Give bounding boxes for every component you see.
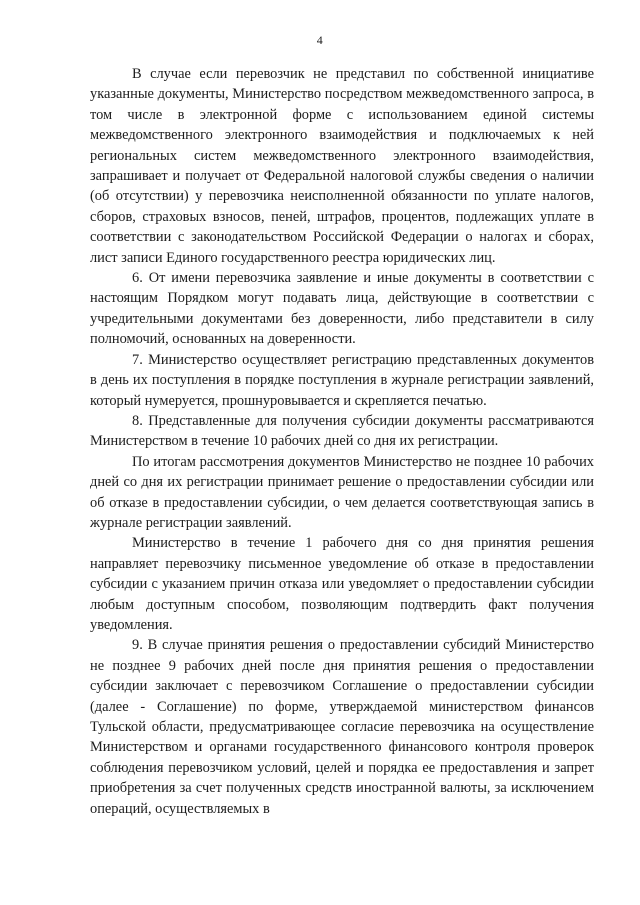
paragraph-notification: Министерство в течение 1 рабочего дня со дня принятия решения направляет перевозчику письменное уведомление об отказе в предоставлении субсидии с указанием причин отказа или уведомляет о предоставлении субсидии любым доступным способом, позволяющим подтвердить факт получения уведомления. bbox=[90, 535, 594, 633]
paragraph-decision: По итогам рассмотрения документов Министерство не позднее 10 рабочих дней со дня их регистрации принимает решение о предоставлении субсидии или об отказе в предоставлении субсидии, о чем делается соответствующая запись в журнале регистрации заявлений. bbox=[90, 453, 594, 531]
page-number: 4 bbox=[316, 33, 324, 47]
paragraph-7-registration: 7. Министерство осуществляет регистрацию представленных документов в день их поступления в порядке поступления в журнале регистрации заявлений, который нумеруется, прошнуровывается и скрепляется печатью. bbox=[90, 351, 594, 409]
paragraph-9-agreement: 9. В случае принятия решения о предоставлении субсидий Министерство не позднее 9 рабочих дней после дня принятия решения о предоставлении субсидии заключает с перевозчиком Соглашение о предоставлении субсидии (далее - Соглашение) по форме, утверждаемой министерством финансов Тульской области, предусматривающее согласие перевозчика на осуществление Министерством и органами государственного финансового контроля проверок соблюдения перевозчиком условий, целей и порядка ее предоставления и запрет приобретения за счет полученных средств иностранной валюты, за исключением операций, осуществляемых в bbox=[90, 637, 594, 817]
document-body bbox=[90, 64, 594, 819]
paragraph-8-review-period: 8. Представленные для получения субсидии документы рассматриваются Министерством в течение 10 рабочих дней со дня их регистрации. bbox=[90, 412, 594, 450]
paragraph-6-authorized-persons: 6. От имени перевозчика заявление и иные документы в соответствии с настоящим Порядком могут подавать лица, действующие в соответствии с учредительными документами без доверенности, либо представители в силу полномочий, основанных на доверенности. bbox=[90, 270, 594, 348]
paragraph-tax-request: В случае если перевозчик не представил по собственной инициативе указанные документы, Министерство посредством межведомственного запроса, в том числе в электронной форме с использованием единой системы межведомственного электронного взаимодействия и подключаемых к ней региональных систем межведомственного электронного взаимодействия, запрашивает и получает от Федеральной налоговой службы сведения о наличии (об отсутствии) у перевозчика неисполненной обязанности по уплате налогов, сборов, страховых взносов, пеней, штрафов, процентов, подлежащих уплате в соответствии с законодательством Российской Федерации о налогах и сборах, лист записи Единого государственного реестра юридических лиц. bbox=[90, 66, 594, 266]
